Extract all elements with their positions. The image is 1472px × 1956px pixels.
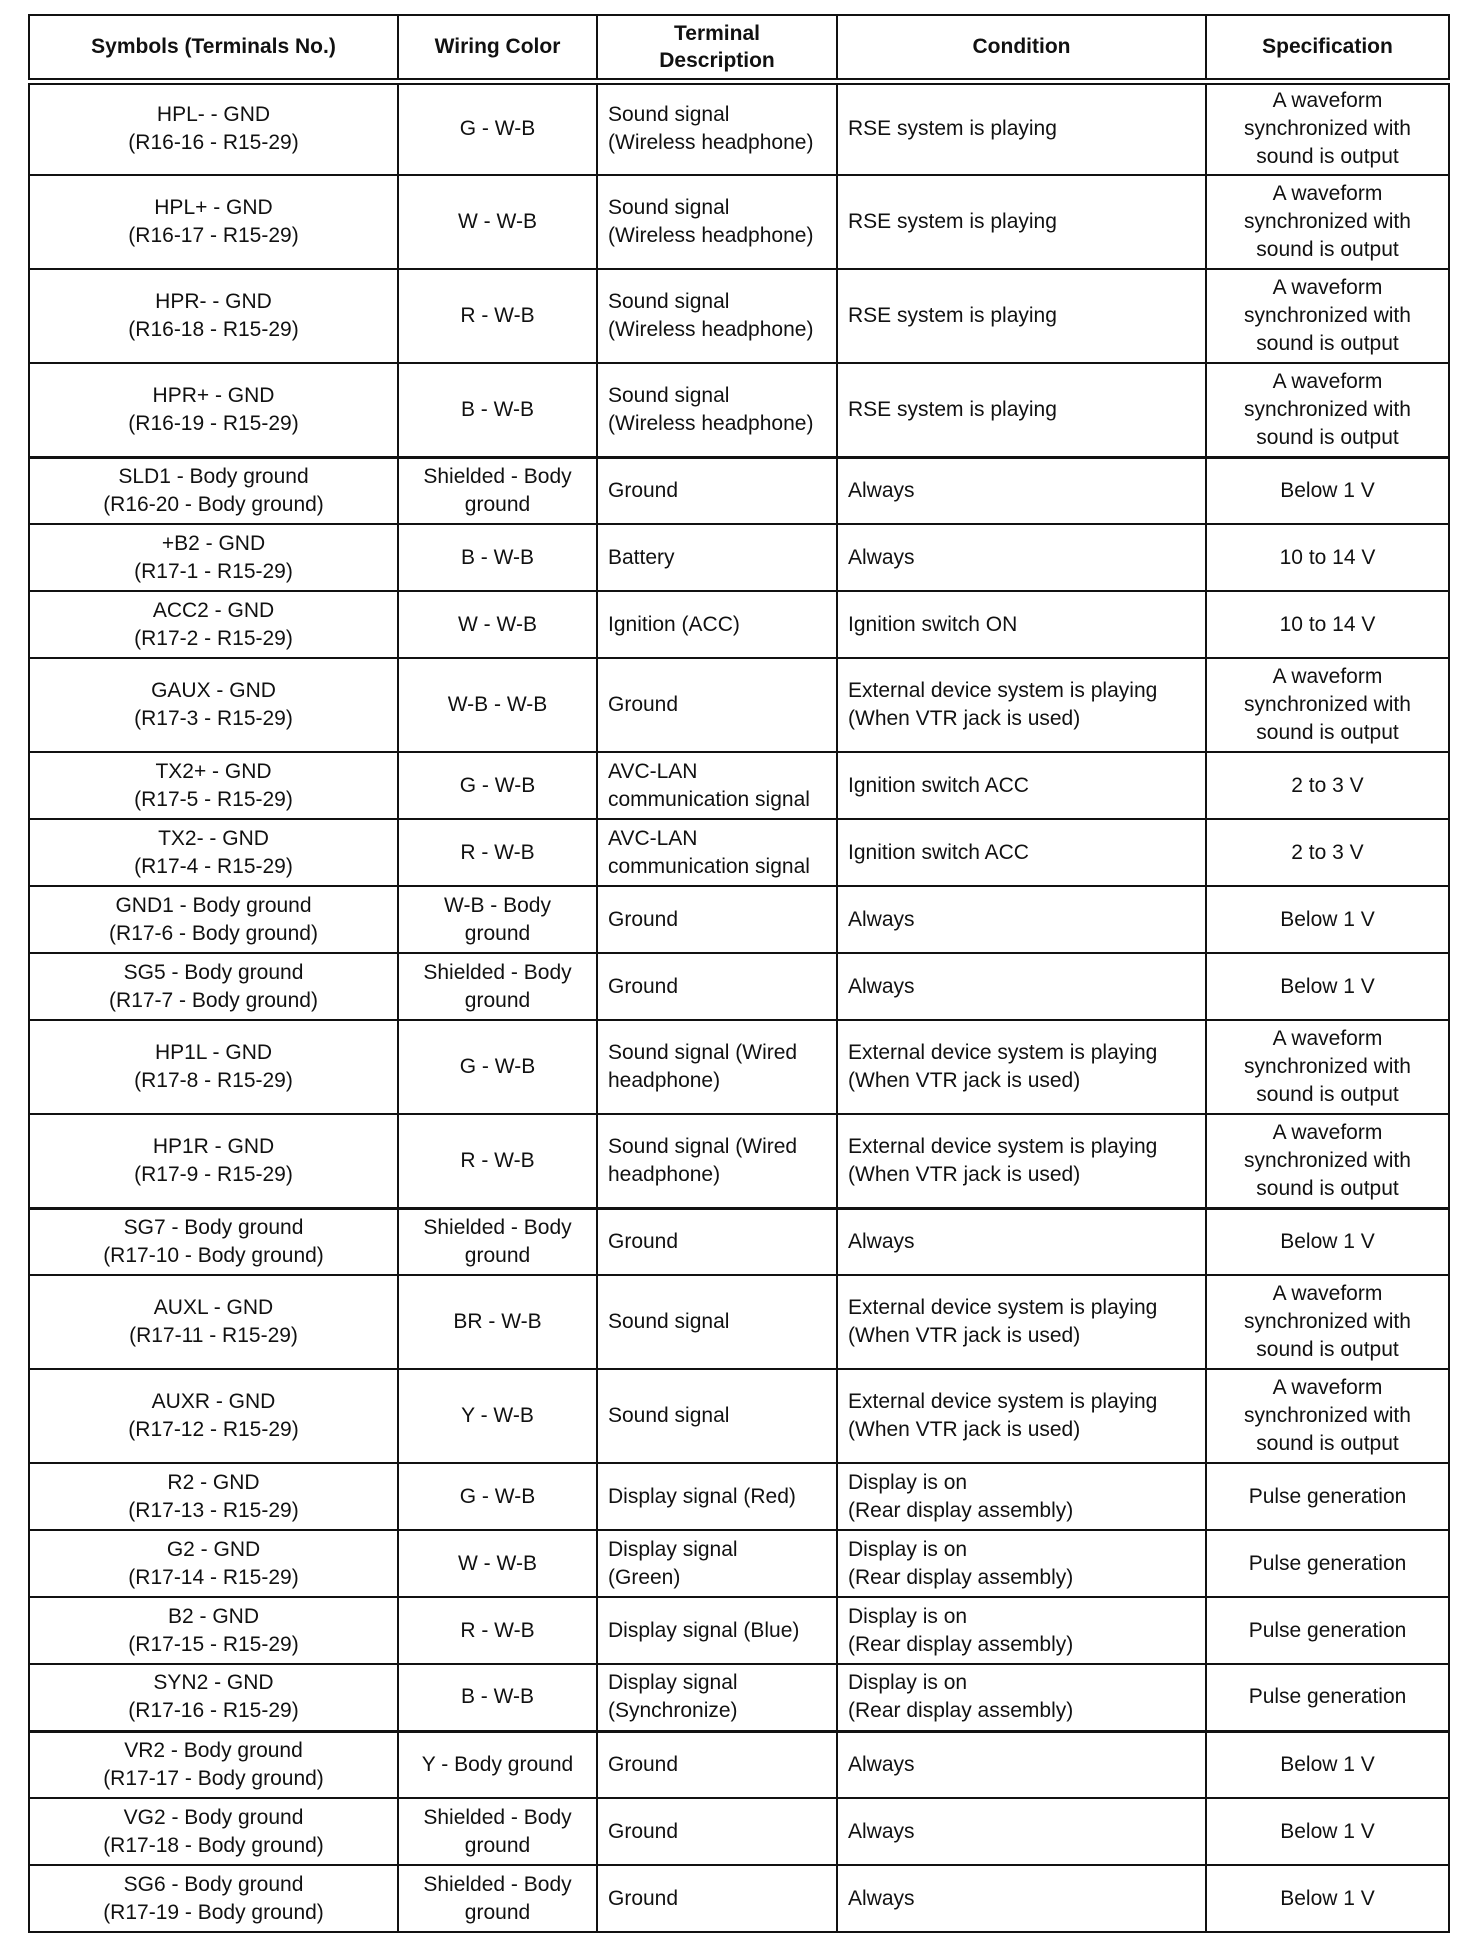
cell-specification: A waveform synchronized with sound is output xyxy=(1206,1275,1449,1369)
header-wiring-color: Wiring Color xyxy=(398,15,597,81)
cell-symbol: GND1 - Body ground (R17-6 - Body ground) xyxy=(29,886,398,953)
cell-terminal-description: Sound signal xyxy=(597,1369,837,1463)
cell-symbol: VR2 - Body ground (R17-17 - Body ground) xyxy=(29,1731,398,1798)
cell-condition: External device system is playing (When VTR jack is used) xyxy=(837,1020,1206,1114)
cell-condition: RSE system is playing xyxy=(837,81,1206,175)
cell-terminal-description: Display signal (Blue) xyxy=(597,1597,837,1664)
cell-condition: Always xyxy=(837,1208,1206,1275)
cell-terminal-description: Ground xyxy=(597,1865,837,1932)
terminal-spec-table xyxy=(28,14,1450,1933)
table-row xyxy=(29,658,1449,752)
cell-condition: Always xyxy=(837,524,1206,591)
cell-terminal-description: Ground xyxy=(597,1731,837,1798)
cell-wiring-color: R - W-B xyxy=(398,1114,597,1208)
cell-symbol: AUXR - GND (R17-12 - R15-29) xyxy=(29,1369,398,1463)
cell-specification: A waveform synchronized with sound is output xyxy=(1206,1369,1449,1463)
cell-condition: External device system is playing (When VTR jack is used) xyxy=(837,1114,1206,1208)
table-row xyxy=(29,81,1449,175)
cell-specification: Below 1 V xyxy=(1206,1731,1449,1798)
cell-wiring-color: R - W-B xyxy=(398,269,597,363)
cell-symbol: ACC2 - GND (R17-2 - R15-29) xyxy=(29,591,398,658)
cell-wiring-color: B - W-B xyxy=(398,363,597,457)
cell-condition: Display is on (Rear display assembly) xyxy=(837,1664,1206,1731)
cell-specification: Below 1 V xyxy=(1206,886,1449,953)
cell-symbol: SG7 - Body ground (R17-10 - Body ground) xyxy=(29,1208,398,1275)
cell-condition: Always xyxy=(837,1731,1206,1798)
cell-symbol: HPR+ - GND (R16-19 - R15-29) xyxy=(29,363,398,457)
cell-symbol: HP1L - GND (R17-8 - R15-29) xyxy=(29,1020,398,1114)
cell-terminal-description: Ground xyxy=(597,886,837,953)
cell-terminal-description: Ground xyxy=(597,457,837,524)
table-body xyxy=(29,81,1449,1932)
cell-terminal-description: Ignition (ACC) xyxy=(597,591,837,658)
cell-condition: Always xyxy=(837,1865,1206,1932)
cell-condition: External device system is playing (When VTR jack is used) xyxy=(837,1275,1206,1369)
cell-condition: Display is on (Rear display assembly) xyxy=(837,1463,1206,1530)
cell-symbol: SG5 - Body ground (R17-7 - Body ground) xyxy=(29,953,398,1020)
cell-symbol: SYN2 - GND (R17-16 - R15-29) xyxy=(29,1664,398,1731)
table-row xyxy=(29,1114,1449,1208)
cell-condition: Always xyxy=(837,1798,1206,1865)
cell-condition: Display is on (Rear display assembly) xyxy=(837,1530,1206,1597)
cell-specification: 10 to 14 V xyxy=(1206,524,1449,591)
cell-terminal-description: Sound signal (Wireless headphone) xyxy=(597,81,837,175)
cell-specification: A waveform synchronized with sound is output xyxy=(1206,269,1449,363)
cell-condition: External device system is playing (When VTR jack is used) xyxy=(837,1369,1206,1463)
cell-specification: A waveform synchronized with sound is output xyxy=(1206,363,1449,457)
cell-wiring-color: G - W-B xyxy=(398,81,597,175)
cell-condition: Ignition switch ON xyxy=(837,591,1206,658)
cell-terminal-description: Display signal (Red) xyxy=(597,1463,837,1530)
header-terminal-description: Terminal Description xyxy=(597,15,837,81)
cell-symbol: VG2 - Body ground (R17-18 - Body ground) xyxy=(29,1798,398,1865)
table-row xyxy=(29,1865,1449,1932)
cell-wiring-color: G - W-B xyxy=(398,1463,597,1530)
cell-terminal-description: Ground xyxy=(597,1798,837,1865)
cell-wiring-color: Y - W-B xyxy=(398,1369,597,1463)
cell-specification: Below 1 V xyxy=(1206,1865,1449,1932)
cell-terminal-description: Sound signal xyxy=(597,1275,837,1369)
cell-specification: Pulse generation xyxy=(1206,1530,1449,1597)
cell-terminal-description: Ground xyxy=(597,658,837,752)
table-row xyxy=(29,1463,1449,1530)
table-row xyxy=(29,269,1449,363)
table-row xyxy=(29,1664,1449,1731)
cell-specification: A waveform synchronized with sound is output xyxy=(1206,658,1449,752)
cell-symbol: GAUX - GND (R17-3 - R15-29) xyxy=(29,658,398,752)
cell-wiring-color: W-B - W-B xyxy=(398,658,597,752)
cell-wiring-color: G - W-B xyxy=(398,752,597,819)
cell-wiring-color: B - W-B xyxy=(398,1664,597,1731)
table-row xyxy=(29,953,1449,1020)
cell-symbol: B2 - GND (R17-15 - R15-29) xyxy=(29,1597,398,1664)
cell-terminal-description: Display signal (Synchronize) xyxy=(597,1664,837,1731)
cell-wiring-color: Shielded - Body ground xyxy=(398,457,597,524)
cell-symbol: HPL- - GND (R16-16 - R15-29) xyxy=(29,81,398,175)
table-row xyxy=(29,1597,1449,1664)
cell-specification: 10 to 14 V xyxy=(1206,591,1449,658)
cell-terminal-description: Battery xyxy=(597,524,837,591)
cell-specification: Below 1 V xyxy=(1206,1208,1449,1275)
table-header-row xyxy=(29,15,1449,81)
cell-wiring-color: B - W-B xyxy=(398,524,597,591)
cell-specification: Pulse generation xyxy=(1206,1597,1449,1664)
cell-wiring-color: W - W-B xyxy=(398,1530,597,1597)
cell-symbol: SG6 - Body ground (R17-19 - Body ground) xyxy=(29,1865,398,1932)
cell-specification: Below 1 V xyxy=(1206,1798,1449,1865)
cell-condition: Ignition switch ACC xyxy=(837,819,1206,886)
cell-condition: External device system is playing (When VTR jack is used) xyxy=(837,658,1206,752)
table-row xyxy=(29,819,1449,886)
terminal-spec-sheet xyxy=(28,14,1448,1933)
cell-specification: A waveform synchronized with sound is output xyxy=(1206,1020,1449,1114)
cell-wiring-color: W - W-B xyxy=(398,175,597,269)
header-symbols: Symbols (Terminals No.) xyxy=(29,15,398,81)
cell-wiring-color: Shielded - Body ground xyxy=(398,1208,597,1275)
cell-wiring-color: W - W-B xyxy=(398,591,597,658)
table-row xyxy=(29,1530,1449,1597)
cell-condition: Display is on (Rear display assembly) xyxy=(837,1597,1206,1664)
cell-wiring-color: Shielded - Body ground xyxy=(398,1865,597,1932)
cell-terminal-description: Sound signal (Wireless headphone) xyxy=(597,269,837,363)
cell-condition: RSE system is playing xyxy=(837,269,1206,363)
table-row xyxy=(29,591,1449,658)
cell-condition: Always xyxy=(837,886,1206,953)
table-row xyxy=(29,1020,1449,1114)
table-row xyxy=(29,1275,1449,1369)
cell-symbol: G2 - GND (R17-14 - R15-29) xyxy=(29,1530,398,1597)
cell-terminal-description: Sound signal (Wireless headphone) xyxy=(597,363,837,457)
cell-specification: A waveform synchronized with sound is output xyxy=(1206,175,1449,269)
table-row xyxy=(29,175,1449,269)
table-row xyxy=(29,457,1449,524)
cell-condition: Ignition switch ACC xyxy=(837,752,1206,819)
cell-wiring-color: BR - W-B xyxy=(398,1275,597,1369)
table-row xyxy=(29,1731,1449,1798)
cell-specification: Pulse generation xyxy=(1206,1664,1449,1731)
table-row xyxy=(29,1798,1449,1865)
cell-terminal-description: Ground xyxy=(597,1208,837,1275)
cell-wiring-color: Shielded - Body ground xyxy=(398,953,597,1020)
cell-specification: 2 to 3 V xyxy=(1206,819,1449,886)
cell-terminal-description: Sound signal (Wired headphone) xyxy=(597,1020,837,1114)
table-row xyxy=(29,363,1449,457)
cell-symbol: SLD1 - Body ground (R16-20 - Body ground) xyxy=(29,457,398,524)
cell-terminal-description: Display signal (Green) xyxy=(597,1530,837,1597)
cell-terminal-description: Sound signal (Wireless headphone) xyxy=(597,175,837,269)
table-row xyxy=(29,886,1449,953)
cell-specification: A waveform synchronized with sound is output xyxy=(1206,1114,1449,1208)
cell-symbol: R2 - GND (R17-13 - R15-29) xyxy=(29,1463,398,1530)
cell-wiring-color: Shielded - Body ground xyxy=(398,1798,597,1865)
cell-specification: Pulse generation xyxy=(1206,1463,1449,1530)
cell-symbol: TX2- - GND (R17-4 - R15-29) xyxy=(29,819,398,886)
cell-condition: Always xyxy=(837,457,1206,524)
cell-specification: Below 1 V xyxy=(1206,953,1449,1020)
cell-terminal-description: AVC-LAN communication signal xyxy=(597,819,837,886)
cell-condition: Always xyxy=(837,953,1206,1020)
cell-terminal-description: Sound signal (Wired headphone) xyxy=(597,1114,837,1208)
cell-specification: A waveform synchronized with sound is output xyxy=(1206,81,1449,175)
header-specification: Specification xyxy=(1206,15,1449,81)
cell-symbol: TX2+ - GND (R17-5 - R15-29) xyxy=(29,752,398,819)
cell-wiring-color: R - W-B xyxy=(398,1597,597,1664)
cell-wiring-color: G - W-B xyxy=(398,1020,597,1114)
cell-symbol: AUXL - GND (R17-11 - R15-29) xyxy=(29,1275,398,1369)
cell-wiring-color: Y - Body ground xyxy=(398,1731,597,1798)
header-condition: Condition xyxy=(837,15,1206,81)
cell-specification: 2 to 3 V xyxy=(1206,752,1449,819)
cell-specification: Below 1 V xyxy=(1206,457,1449,524)
cell-terminal-description: AVC-LAN communication signal xyxy=(597,752,837,819)
cell-condition: RSE system is playing xyxy=(837,175,1206,269)
cell-wiring-color: R - W-B xyxy=(398,819,597,886)
table-row xyxy=(29,1208,1449,1275)
cell-wiring-color: W-B - Body ground xyxy=(398,886,597,953)
cell-symbol: +B2 - GND (R17-1 - R15-29) xyxy=(29,524,398,591)
cell-symbol: HP1R - GND (R17-9 - R15-29) xyxy=(29,1114,398,1208)
table-row xyxy=(29,524,1449,591)
cell-symbol: HPL+ - GND (R16-17 - R15-29) xyxy=(29,175,398,269)
cell-condition: RSE system is playing xyxy=(837,363,1206,457)
cell-symbol: HPR- - GND (R16-18 - R15-29) xyxy=(29,269,398,363)
table-row xyxy=(29,1369,1449,1463)
table-row xyxy=(29,752,1449,819)
cell-terminal-description: Ground xyxy=(597,953,837,1020)
